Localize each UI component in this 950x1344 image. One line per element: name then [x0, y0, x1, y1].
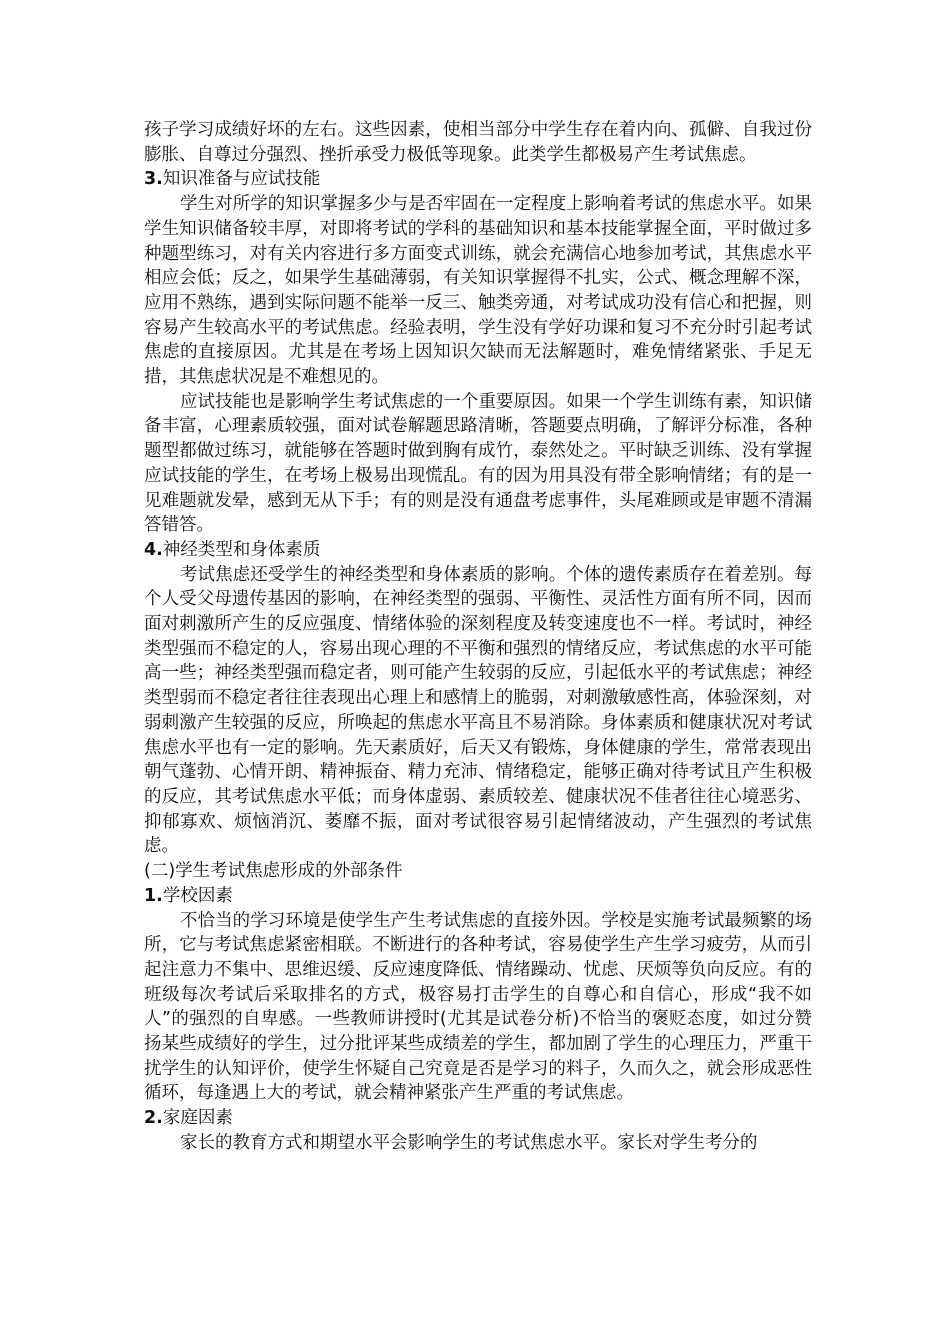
- section-heading-4: [144, 538, 812, 563]
- heading-number: 1.: [144, 885, 163, 906]
- heading-number: 4.: [144, 539, 163, 560]
- section-heading-2: [144, 1106, 812, 1131]
- heading-text: (二)学生考试焦虑形成的外部条件: [144, 861, 403, 882]
- document-page: [144, 118, 812, 1156]
- section-heading-3: [144, 167, 812, 192]
- heading-text: 学校因素: [162, 885, 233, 906]
- heading-text: 家庭因素: [162, 1108, 233, 1129]
- section-heading-external: [144, 859, 812, 884]
- paragraph: 不恰当的学习环境是使学生产生考试焦虑的直接外因。学校是实施考试最频繁的场所，它与考试焦虑紧密相联。不断进行的各种考试，容易使学生产生学习疲劳，从而引起注意力不集中、思维迟缓、反应速度降低、情绪躁动、忧虑、厌烦等负向反应。有的班级每次考试后采取排名的方式，极容易打击学生的自尊心和自信心，形成“我不如人”的强烈的自卑感。一些教师讲授时(尤其是试卷分析)不恰当的褒贬态度，如过分赞扬某些成绩好的学生，过分批评某些成绩差的学生，都加剧了学生的心理压力，严重干扰学生的认知评价，使学生怀疑自己究竟是否是学习的料子，久而久之，就会形成恶性循环，每逢遇上大的考试，就会精神紧张产生严重的考试焦虑。: [144, 910, 812, 1104]
- paragraph: 孩子学习成绩好坏的左右。这些因素，使相当部分中学生存在着内向、孤僻、自我过份膨胀、自尊过分强烈、挫折承受力极低等现象。此类学生都极易产生考试焦虑。: [144, 120, 812, 165]
- heading-number: 3.: [144, 169, 163, 190]
- paragraph: 考试焦虑还受学生的神经类型和身体素质的影响。个体的遗传素质存在着差别。每个人受父母遗传基因的影响，在神经类型的强弱、平衡性、灵活性方面有所不同，因而面对刺激所产生的反应强度、情绪体验的深刻程度及转变速度也不一样。考试时，神经类型强而不稳定的人，容易出现心理的不平衡和强烈的情绪反应，考试焦虑的水平可能高一些；神经类型强而稳定者，则可能产生较弱的反应，引起低水平的考试焦虑；神经类型弱而不稳定者往往表现出心理上和感情上的脆弱，对刺激敏感性高，体验深刻，对弱刺激产生较强的反应，所唤起的焦虑水平高且不易消除。身体素质和健康状况对考试焦虑水平也有一定的影响。先天素质好，后天又有锻炼，身体健康的学生，常常表现出朝气蓬勃、心情开朗、精神振奋、精力充沛、情绪稳定，能够正确对待考试且产生积极的反应，其考试焦虑水平低；而身体虚弱、素质较差、健康状况不佳者往往心境恶劣、抑郁寡欢、烦恼消沉、萎靡不振，面对考试很容易引起情绪波动，产生强烈的考试焦虑。: [144, 564, 812, 857]
- section-heading-1: [144, 884, 812, 909]
- paragraph: 学生对所学的知识掌握多少与是否牢固在一定程度上影响着考试的焦虑水平。如果学生知识储备较丰厚，对即将考试的学科的基础知识和基本技能掌握全面，平时做过多种题型练习，对有关内容进行多方面变式训练，就会充满信心地参加考试，其焦虑水平相应会低；反之，如果学生基础薄弱，有关知识掌握得不扎实，公式、概念理解不深，应用不熟练，遇到实际问题不能举一反三、触类旁通，对考试成功没有信心和把握，则容易产生较高水平的考试焦虑。经验表明，学生没有学好功课和复习不充分时引起考试焦虑的直接原因。尤其是在考场上因知识欠缺而无法解题时，难免情绪紧张、手足无措，其焦虑状况是不难想见的。: [144, 194, 812, 388]
- paragraph: 应试技能也是影响学生考试焦虑的一个重要原因。如果一个学生训练有素，知识储备丰富，心理素质较强，面对试卷解题思路清晰，答题要点明确，了解评分标准，各种题型都做过练习，就能够在答题时做到胸有成竹，泰然处之。平时缺乏训练、没有掌握应试技能的学生，在考场上极易出现慌乱。有的因为用具没有带全影响情绪；有的是一见难题就发晕，感到无从下手；有的则是没有通盘考虑事件，头尾难顾或是审题不清漏答错答。: [144, 391, 812, 536]
- heading-number: 2.: [144, 1108, 163, 1129]
- heading-text: 神经类型和身体素质: [162, 539, 321, 560]
- paragraph: 家长的教育方式和期望水平会影响学生的考试焦虑水平。家长对学生考分的: [180, 1132, 758, 1153]
- heading-text: 知识准备与应试技能: [162, 169, 321, 190]
